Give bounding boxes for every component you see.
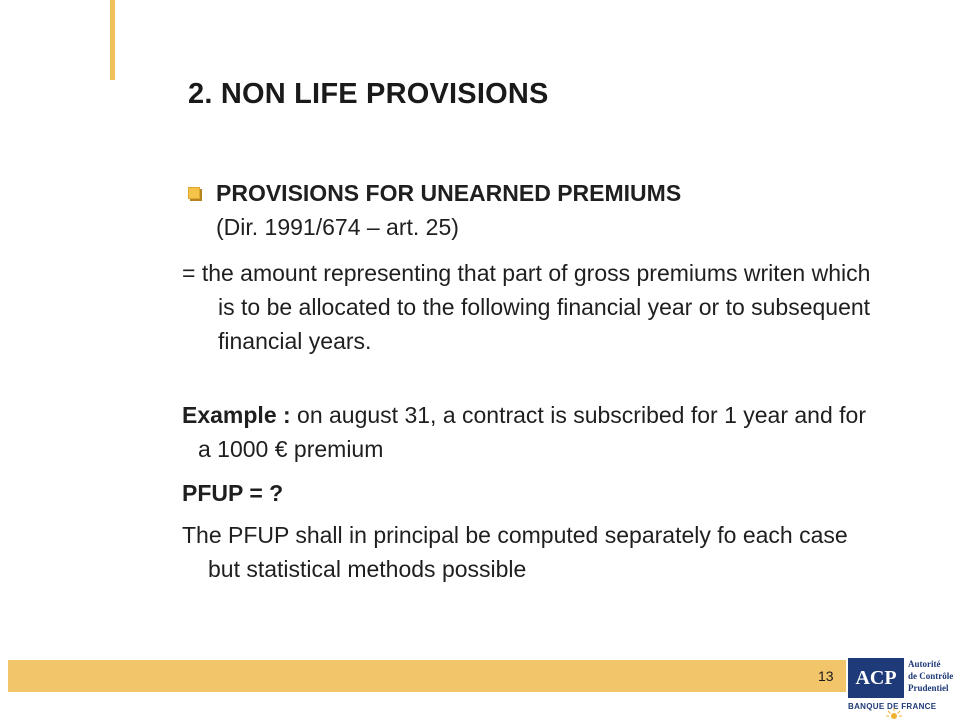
example-label: Example : xyxy=(182,402,291,428)
logo-acronym: ACP xyxy=(848,658,904,698)
logo-line: Autorité xyxy=(908,659,941,669)
logo-subtitle: BANQUE DE FRANCE xyxy=(848,702,937,711)
logo-line: de Contrôle xyxy=(908,671,954,681)
logo-lines xyxy=(908,658,953,694)
bullet-item xyxy=(182,176,872,244)
example-text: on august 31, a contract is subscribed for 1 year and for a 1000 € premium xyxy=(198,402,866,462)
page-number: 13 xyxy=(818,668,834,684)
accent-bar xyxy=(110,0,115,80)
footer-bar xyxy=(8,660,846,692)
slide-content xyxy=(182,176,872,586)
square-bullet-icon xyxy=(188,187,200,199)
logo-line: Prudentiel xyxy=(908,683,949,693)
slide-title: 2. NON LIFE PROVISIONS xyxy=(188,78,549,110)
acp-logo xyxy=(848,656,960,720)
bullet-reference: (Dir. 1991/674 – art. 25) xyxy=(216,214,459,240)
definition-text: = the amount representing that part of gross premiums writen which is to be allocated to the following financial year or to subsequent financial years. xyxy=(182,260,871,354)
bullet-heading: PROVISIONS FOR UNEARNED PREMIUMS xyxy=(216,180,682,206)
example-paragraph xyxy=(182,398,872,466)
sun-icon xyxy=(886,708,902,720)
principle-text: The PFUP shall in principal be computed separately fo each case but statistical methods possible xyxy=(182,522,848,582)
pfup-question: PFUP = ? xyxy=(182,480,284,506)
bullet-text xyxy=(216,176,872,244)
